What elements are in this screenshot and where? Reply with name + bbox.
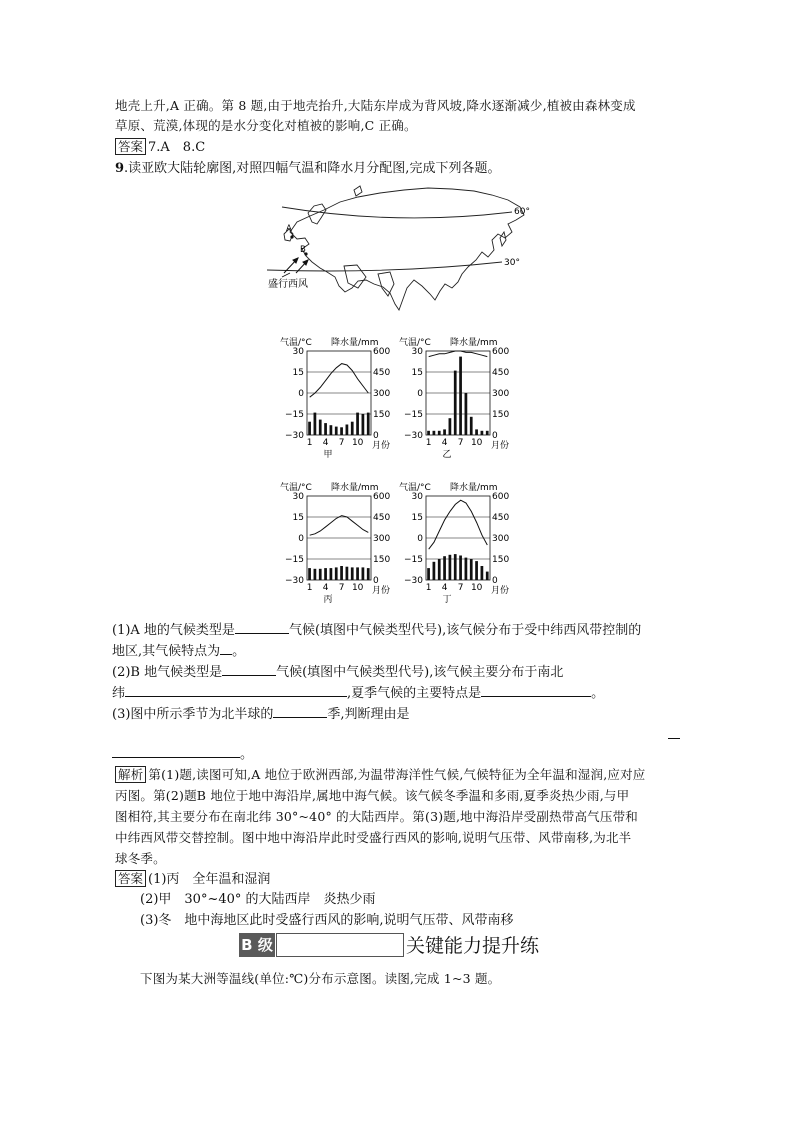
subquestion-1-line-1: [112, 619, 641, 640]
temperature-curve: [429, 500, 488, 549]
precipitation-bar: [340, 566, 343, 580]
precipitation-bar: [465, 558, 468, 580]
month-tick-label: 1: [425, 438, 432, 448]
precipitation-bar: [443, 556, 446, 580]
precipitation-tick-label: 150: [373, 555, 391, 565]
answer-blank[interactable]: [222, 661, 276, 676]
precipitation-tick-label: 300: [373, 389, 391, 399]
chart-name: 乙: [442, 450, 452, 460]
precipitation-bar: [427, 568, 430, 580]
subquestion-3-line-2: [112, 743, 253, 764]
precipitation-bar: [362, 414, 365, 435]
precipitation-tick-label: 450: [492, 368, 510, 378]
month-tick-label: 7: [338, 583, 345, 593]
latitude-30-label: 30°: [504, 258, 520, 268]
temperature-curve: [310, 364, 369, 398]
precipitation-axis-title: 降水量/mm: [331, 338, 379, 348]
precipitation-bar: [346, 425, 349, 436]
previous-answer-text: 7.A 8.C: [148, 140, 206, 155]
precipitation-bar: [356, 567, 359, 580]
precipitation-bar: [324, 568, 327, 580]
temperature-tick-label: 30: [292, 347, 304, 357]
precipitation-bar: [362, 567, 365, 580]
precipitation-bar: [324, 423, 327, 435]
precipitation-tick-label: 600: [373, 347, 391, 357]
temperature-tick-label: 30: [292, 492, 304, 502]
temperature-tick-label: −15: [404, 410, 423, 420]
subquestion-2-line-2: [112, 682, 604, 703]
temperature-axis-title: 气温/°C: [280, 483, 312, 493]
previous-explanation-line-2: 草原、荒漠,体现的是水分变化对植被的影响,C 正确。: [115, 118, 417, 133]
month-tick-label: 1: [425, 583, 432, 593]
precipitation-bar: [470, 559, 473, 580]
subquestion-2-text-e: 。: [591, 686, 605, 701]
precipitation-bar: [330, 568, 333, 580]
precipitation-bar: [454, 554, 457, 580]
analysis-line-4: 中纬西风带交替控制。图中地中海沿岸此时受盛行西风的影响,说明气压带、风带南移,为北半: [115, 830, 632, 845]
temperature-tick-label: −15: [404, 555, 423, 565]
subquestion-1-text-b: 气候(填图中气候类型代号),该气候分布于受中纬西风带控制的: [288, 623, 642, 638]
precipitation-bar: [330, 425, 333, 435]
subquestion-3-text-a: (3)图中所示季节为北半球的: [112, 707, 274, 722]
temperature-tick-label: −15: [285, 555, 304, 565]
answer-blank[interactable]: [273, 703, 327, 718]
precipitation-axis-title: 降水量/mm: [450, 338, 498, 348]
month-axis-unit: 月份: [372, 441, 391, 451]
precipitation-tick-label: 300: [492, 534, 510, 544]
temperature-tick-label: 30: [411, 492, 423, 502]
month-axis-unit: 月份: [491, 586, 510, 596]
month-tick-label: 1: [306, 583, 313, 593]
precipitation-bar: [335, 427, 338, 435]
precipitation-bar: [454, 371, 457, 435]
temperature-curve: [310, 516, 369, 536]
temperature-axis-title: 气温/°C: [280, 338, 312, 348]
question-number: 9: [115, 161, 125, 176]
section-title-box: [276, 933, 404, 957]
precipitation-bar: [367, 568, 370, 580]
precipitation-axis-title: 降水量/mm: [450, 483, 498, 493]
precipitation-tick-label: 0: [373, 431, 379, 441]
answer-blank[interactable]: [481, 682, 591, 697]
answer-line-2: (2)甲 30°~40° 的大陆西岸 炎热少雨: [140, 892, 376, 907]
question-stem-text: .读亚欧大陆轮廓图,对照四幅气温和降水月分配图,完成下列各题。: [124, 161, 501, 176]
subquestion-2-line-1: [112, 661, 563, 682]
analysis-text-1: 第(1)题,读图可知,A 地位于欧洲西部,为温带海洋性气候,气候特征为全年温和湿润,应对应: [148, 767, 646, 782]
precipitation-bar: [470, 417, 473, 435]
precipitation-bar: [486, 572, 489, 580]
temperature-tick-label: 15: [292, 368, 304, 378]
month-tick-label: 1: [306, 438, 313, 448]
latitude-60-label: 60°: [514, 207, 530, 217]
precipitation-bar: [433, 431, 436, 435]
precipitation-bar: [427, 431, 430, 435]
precipitation-tick-label: 600: [373, 492, 391, 502]
analysis-line-3: 图相符,其主要分布在南北纬 30°~40° 的大陆西岸。第(3)题,地中海沿岸受副热带高气压带和: [115, 809, 638, 824]
month-tick-label: 7: [338, 438, 345, 448]
subquestion-3-line-1: [112, 703, 410, 724]
precipitation-bar: [308, 568, 311, 580]
answer-tag: 答案: [115, 870, 146, 887]
month-tick-label: 10: [470, 583, 483, 593]
answer-blank[interactable]: [235, 619, 289, 634]
temperature-tick-label: −30: [285, 431, 304, 441]
subquestion-1-line-2: [112, 640, 245, 661]
month-tick-label: 10: [351, 583, 364, 593]
temperature-axis-title: 气温/°C: [399, 483, 431, 493]
precipitation-bar: [449, 418, 452, 435]
temperature-tick-label: 0: [417, 534, 423, 544]
answer-tag: 答案: [115, 138, 146, 155]
temperature-axis-title: 气温/°C: [399, 338, 431, 348]
precipitation-bar: [314, 569, 317, 580]
subquestion-1-text-a: (1)A 地的气候类型是: [112, 623, 235, 638]
precipitation-tick-label: 450: [373, 513, 391, 523]
previous-explanation-line-1: 地壳上升,A 正确。第 8 题,由于地壳抬升,大陆东岸成为背风坡,降水逐渐减少,植被由森林变成: [115, 98, 636, 113]
precipitation-bar: [443, 429, 446, 435]
westerly-wind-label: 盛行西风: [268, 279, 308, 290]
temperature-tick-label: −30: [285, 576, 304, 586]
month-axis-unit: 月份: [372, 586, 391, 596]
precipitation-bar: [459, 556, 462, 581]
month-tick-label: 7: [457, 583, 464, 593]
chart-name: 丁: [442, 595, 452, 605]
subquestion-3-text-b: 季,判断理由是: [327, 707, 410, 722]
precipitation-bar: [351, 422, 354, 435]
subquestion-2-text-a: (2)B 地气候类型是: [112, 665, 223, 680]
analysis-line-2: 丙图。第(2)题B 地位于地中海沿岸,属地中海气候。该气候冬季温和多雨,夏季炎热少雨,与甲: [115, 788, 630, 803]
precipitation-tick-label: 600: [492, 347, 510, 357]
precipitation-tick-label: 300: [373, 534, 391, 544]
precipitation-tick-label: 0: [492, 431, 498, 441]
chart-name: 甲: [323, 450, 333, 460]
precipitation-bar: [335, 567, 338, 580]
temperature-tick-label: 15: [411, 368, 423, 378]
precipitation-axis-title: 降水量/mm: [331, 483, 379, 493]
precipitation-bar: [438, 431, 441, 435]
temperature-tick-label: 0: [417, 389, 423, 399]
answer-blank-continuation: [668, 738, 680, 739]
precipitation-bar: [319, 420, 322, 435]
climate-chart-甲: [280, 336, 390, 460]
subquestion-3-end: 。: [240, 747, 254, 762]
temperature-tick-label: 0: [298, 389, 304, 399]
month-tick-label: 4: [441, 583, 448, 593]
answer-line-3: (3)冬 地中海地区此时受盛行西风的影响,说明气压带、风带南移: [140, 913, 514, 928]
precipitation-bar: [356, 413, 359, 435]
precipitation-tick-label: 150: [492, 555, 510, 565]
temperature-curve: [429, 351, 488, 357]
temperature-tick-label: 15: [292, 513, 304, 523]
precipitation-bar: [465, 393, 468, 435]
subquestion-1-text-c: 地区,其气候特点为: [112, 644, 221, 659]
temperature-tick-label: −30: [404, 576, 423, 586]
precipitation-bar: [459, 357, 462, 435]
precipitation-bar: [314, 413, 317, 435]
temperature-tick-label: 30: [411, 347, 423, 357]
answer-blank[interactable]: [220, 640, 232, 655]
point-a-label: A: [286, 224, 292, 234]
analysis-line-1: [115, 766, 645, 784]
precipitation-tick-label: 150: [492, 410, 510, 420]
precipitation-bar: [481, 431, 484, 435]
precipitation-bar: [438, 559, 441, 580]
precipitation-bar: [308, 422, 311, 435]
temperature-tick-label: −30: [404, 431, 423, 441]
answer-blank[interactable]: [112, 743, 240, 758]
precipitation-bar: [475, 561, 478, 580]
subquestion-2-text-c: 纬: [112, 686, 126, 701]
answer-blank[interactable]: [125, 682, 347, 697]
precipitation-bar: [486, 431, 489, 435]
answer-line-1: [115, 870, 270, 889]
precipitation-bar: [367, 413, 370, 435]
precipitation-bar: [346, 567, 349, 580]
month-tick-label: 10: [351, 438, 364, 448]
temperature-tick-label: 0: [298, 534, 304, 544]
precipitation-bar: [449, 555, 452, 580]
chart-name: 丙: [323, 595, 333, 605]
precipitation-bar: [340, 427, 343, 435]
climate-chart-丙: [280, 481, 390, 605]
analysis-line-5: 球冬季。: [115, 851, 166, 866]
climate-chart-丁: [399, 481, 509, 605]
month-tick-label: 4: [322, 583, 329, 593]
temperature-tick-label: 15: [411, 513, 423, 523]
next-question-intro: 下图为某大洲等温线(单位:℃)分布示意图。读图,完成 1~3 题。: [140, 971, 501, 986]
analysis-tag: 解析: [115, 766, 146, 783]
precipitation-tick-label: 600: [492, 492, 510, 502]
month-tick-label: 4: [322, 438, 329, 448]
precipitation-tick-label: 0: [492, 576, 498, 586]
subquestion-1-text-d: 。: [232, 644, 246, 659]
temperature-tick-label: −15: [285, 410, 304, 420]
section-title: 关键能力提升练: [406, 935, 540, 957]
precipitation-bar: [433, 562, 436, 580]
month-tick-label: 4: [441, 438, 448, 448]
answer-1-text: (1)丙 全年温和湿润: [148, 872, 271, 887]
precipitation-tick-label: 450: [492, 513, 510, 523]
precipitation-bar: [481, 566, 484, 580]
point-b-label: B: [300, 245, 306, 255]
level-badge: B 级: [239, 933, 275, 957]
month-tick-label: 7: [457, 438, 464, 448]
precipitation-tick-label: 450: [373, 368, 391, 378]
precipitation-bar: [319, 569, 322, 580]
month-axis-unit: 月份: [491, 441, 510, 451]
precipitation-tick-label: 0: [373, 576, 379, 586]
precipitation-tick-label: 150: [373, 410, 391, 420]
precipitation-bar: [475, 429, 478, 435]
subquestion-2-text-d: ,夏季气候的主要特点是: [347, 686, 482, 701]
subquestion-2-text-b: 气候(填图中气候类型代号),该气候主要分布于南北: [276, 665, 564, 680]
month-tick-label: 10: [470, 438, 483, 448]
precipitation-bar: [351, 567, 354, 580]
climate-chart-乙: [399, 336, 509, 460]
precipitation-tick-label: 300: [492, 389, 510, 399]
